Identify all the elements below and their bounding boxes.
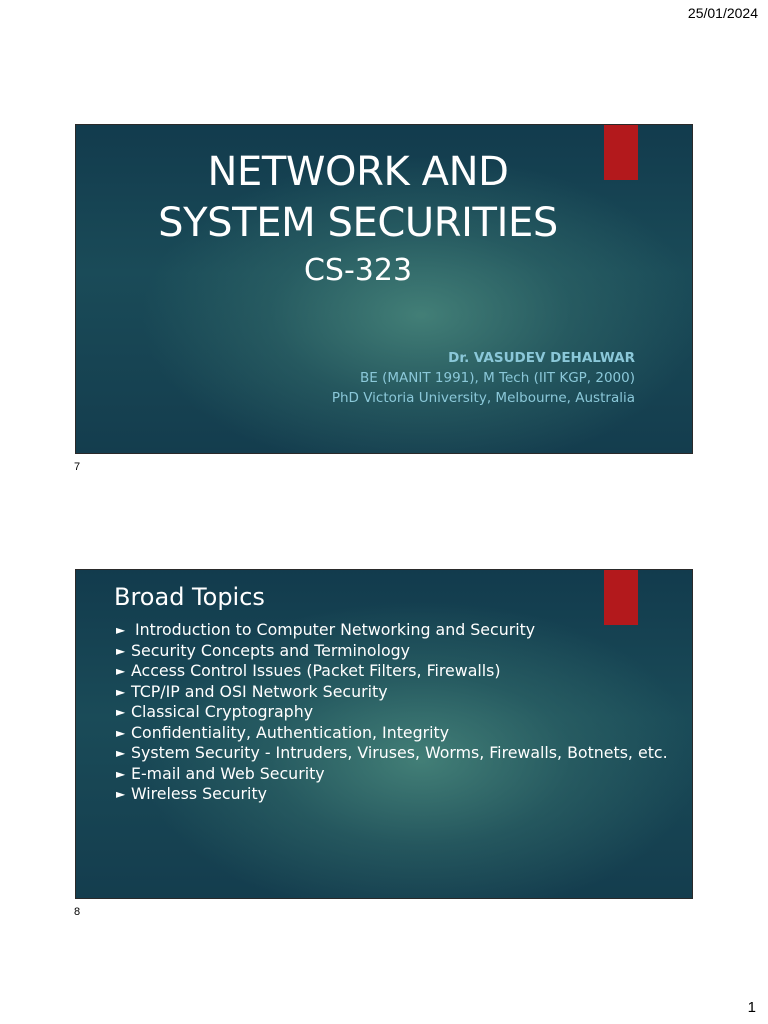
list-item [116,784,668,805]
topic-text: Confidentiality, Authentication, Integrity [131,722,450,742]
slide-heading: Broad Topics [114,583,265,611]
bullet-arrow-icon: ► [116,705,126,719]
topic-text: TCP/IP and OSI Network Security [131,681,388,701]
list-item [116,620,668,641]
topic-text: System Security - Intruders, Viruses, Worms, Firewalls, Botnets, etc. [131,743,668,762]
author-degrees: BE (MANIT 1991), M Tech (IIT KGP, 2000) [360,370,635,386]
slide-number-label: 7 [74,461,81,473]
slide-broad-topics [75,569,693,899]
bullet-arrow-icon: ► [116,623,126,637]
bullet-arrow-icon: ► [116,766,126,781]
bullet-arrow-icon: ► [116,725,126,740]
list-item [116,641,668,662]
red-accent-tab [604,570,638,625]
bullet-arrow-icon: ► [116,664,126,678]
topic-text: Introduction to Computer Networking and Security [135,620,536,639]
slide-number-label: 8 [74,906,81,918]
topic-text: Wireless Security [131,784,267,803]
topic-text: Classical Cryptography [131,702,314,721]
topics-list [116,620,668,805]
slide-title-line-2: SYSTEM SECURITIES [158,200,558,246]
slide-title-heading [76,147,640,249]
bullet-arrow-icon: ► [116,643,126,658]
page-number: 1 [747,999,756,1016]
bullet-arrow-icon: ► [116,746,126,760]
slide-title-line-1: NETWORK AND [207,149,509,195]
list-item [116,743,668,764]
topic-text: Access Control Issues (Packet Filters, Firewalls) [131,661,501,680]
course-code: CS-323 [303,253,413,288]
list-item [116,661,668,682]
slide-title [75,124,693,454]
bullet-arrow-icon: ► [116,787,126,801]
topic-text: Security Concepts and Terminology [131,640,410,660]
list-item [116,682,668,703]
bullet-arrow-icon: ► [116,684,126,699]
topic-text: E-mail and Web Security [131,763,325,783]
list-item [116,764,668,785]
author-block [332,348,635,408]
author-phd: PhD Victoria University, Melbourne, Australia [331,390,635,406]
page-date: 25/01/2024 [687,5,758,21]
author-name: Dr. VASUDEV DEHALWAR [448,350,635,366]
list-item [116,723,668,744]
list-item [116,702,668,723]
